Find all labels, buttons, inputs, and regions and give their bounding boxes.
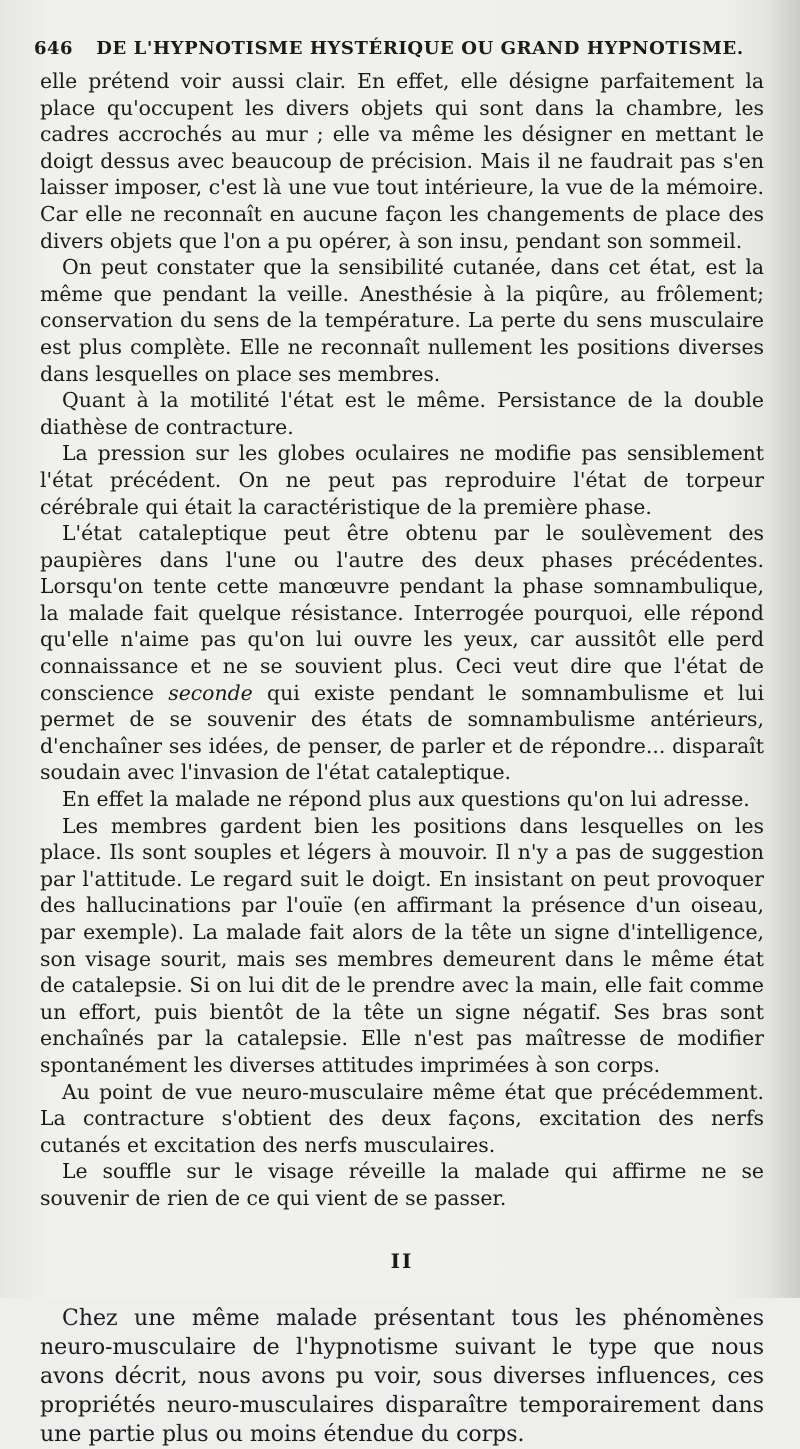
paragraph: Quant à la motilité l'état est le même. Persistance de la double diathèse de contracture. — [40, 388, 764, 439]
body-text — [40, 68, 764, 1449]
running-title: DE L'HYPNOTISME HYSTÉRIQUE OU GRAND HYPNOTISME. — [96, 37, 744, 59]
paragraph: Le souffle sur le visage réveille la malade qui affirme ne se souvenir de rien de ce qui vient de se passer. — [40, 1159, 764, 1210]
page-header — [34, 34, 766, 62]
paragraph: La pression sur les globes oculaires ne modifie pas sensiblement l'état précédent. On ne peut pas reproduire l'état de torpeur cérébrale qui était la caractéristique de la première phase. — [40, 441, 764, 519]
paragraph: On peut constater que la sensibilité cutanée, dans cet état, est la même que pendant la veille. Anesthésie à la piqûre, au frôlement; conservation du sens de la température. La perte du sens musculaire est plus complète. Elle ne reconnaît nullement les positions diverses dans lesquelles on place ses membres. — [40, 255, 764, 386]
paragraph: Au point de vue neuro-musculaire même état que précédemment. La contracture s'obtient des deux façons, excitation des nerfs cutanés et excitation des nerfs musculaires. — [40, 1079, 764, 1157]
paragraph-text: L'état cataleptique peut être obtenu par le soulèvement des paupières dans l'une ou l'autre des deux phases précédentes. Lorsqu'on tente cette manœuvre pendant la phase somnambulique, la malade fait quelque résistance. Interrogée pourquoi, elle répond qu'elle n'aime pas qu'on lui ouvre les yeux, car aussitôt elle perd connaissance et ne se souvient plus. Ceci veut dire que l'état de conscience — [40, 521, 764, 705]
emphasized-word: seconde — [168, 680, 253, 705]
section-paragraph: Chez une même malade présentant tous les phénomènes neuro-musculaire de l'hypnotisme suivant le type que nous avons décrit, nous avons pu voir, sous diverses influences, ces propriétés neuro-musculaires disparaître temporairement dans une partie plus ou moins étendue du corps. — [40, 1306, 764, 1448]
paragraph — [40, 520, 764, 786]
paragraph-text: qui existe pendant le somnambulisme et lui permet de se souvenir des états de somnambulisme antérieurs, d'enchaîner ses idées, de penser, de parler et de répondre... disparaît soudain avec l'invasion de l'état cataleptique. — [40, 680, 765, 785]
paragraph: elle prétend voir aussi clair. En effet, elle désigne parfaitement la place qu'occupent les divers objets qui sont dans la chambre, les cadres accrochés au mur ; elle va même les désigner en mettant le doigt dessus avec beaucoup de précision. Mais il ne faudrait pas s'en laisser imposer, c'est là une vue tout intérieure, la vue de la mémoire. Car elle ne reconnaît en aucune façon les changements de place des divers objets que l'on a pu opérer, à son insu, pendant son sommeil. — [40, 69, 764, 253]
page-number: 646 — [34, 37, 74, 59]
paragraph: Les membres gardent bien les positions dans lesquelles on les place. Ils sont souples et légers à mouvoir. Il n'y a pas de suggestion par l'attitude. Le regard suit le doigt. En insistant on peut provoquer des hallucinations par l'ouïe (en affirmant la présence d'un oiseau, par exemple). La malade fait alors de la tête un signe d'intelligence, son visage sourit, mais ses membres demeurent dans le même état de catalepsie. Si on lui dit de le prendre avec la main, elle fait comme un effort, puis bientôt de la tête un signe négatif. Ses bras sont enchaînés par la catalepsie. Elle n'est pas maîtresse de modifier spontanément les diverses attitudes imprimées à son corps. — [40, 813, 764, 1077]
page-edge-shadow — [766, 0, 800, 1298]
paragraph: En effet la malade ne répond plus aux questions qu'on lui adresse. — [62, 787, 750, 812]
section-heading: II — [390, 1248, 414, 1273]
